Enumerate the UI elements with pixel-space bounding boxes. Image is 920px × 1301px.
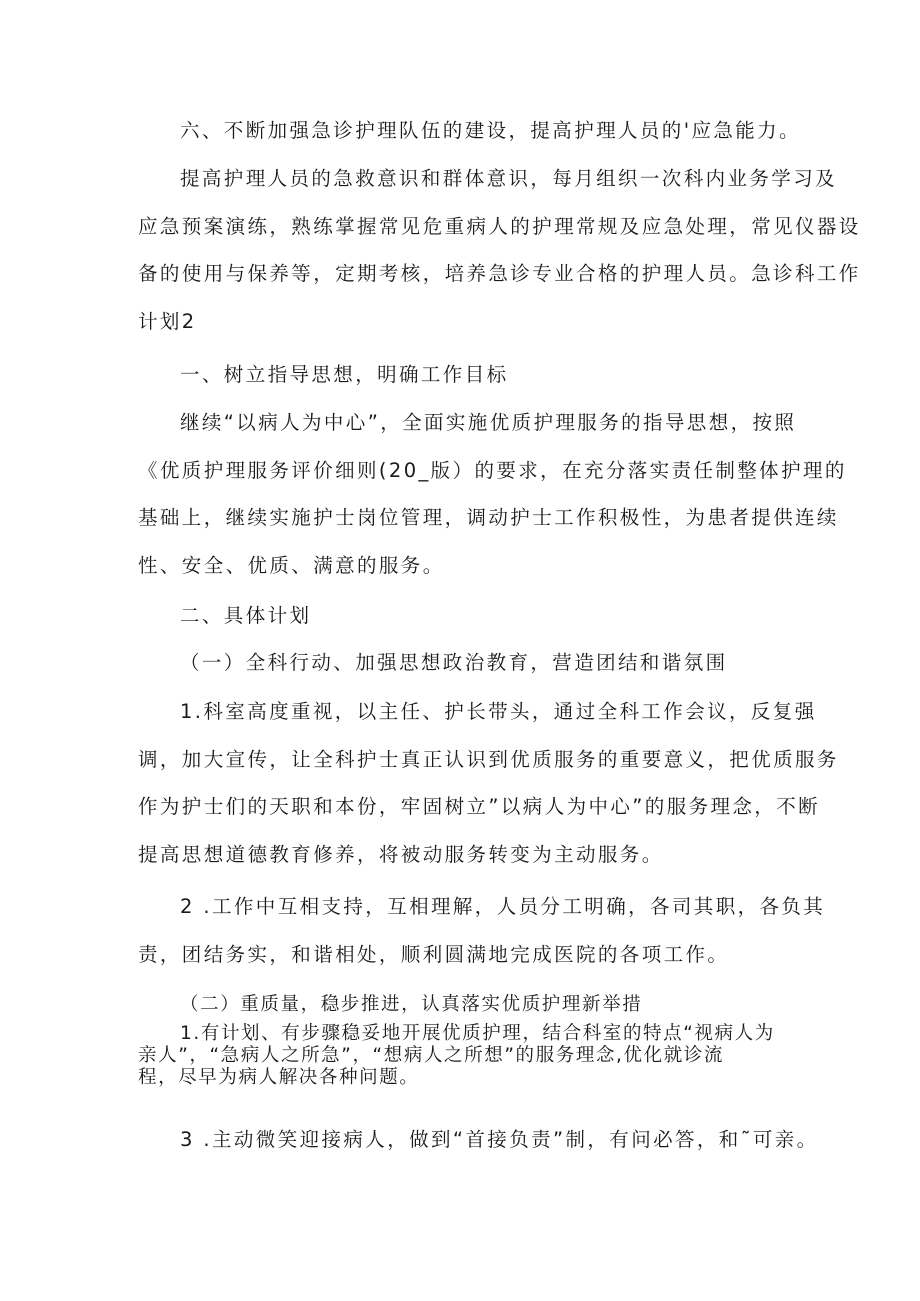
text-line: 计划2 bbox=[138, 309, 197, 333]
text-line: 责，团结务实，和谐相处，顺利圆满地完成医院的各项工作。 bbox=[138, 942, 730, 966]
text-line: 提高思想道德教育修养，将被动服务转变为主动服务。 bbox=[138, 842, 664, 866]
text-line: 作为护士们的天职和本份，牢固树立”以病人为中心”的服务理念，不断 bbox=[138, 795, 821, 818]
text-line: 亲人”，“急病人之所急”，“想病人之所想”的服务理念,优化就诊流 bbox=[138, 1045, 725, 1066]
body-paragraph bbox=[138, 688, 839, 878]
text-line: 一、树立指导思想，明确工作目标 bbox=[180, 363, 509, 386]
text-line: 六、不断加强急诊护理队伍的建设，提高护理人员的'应急能力。 bbox=[180, 119, 801, 142]
section-heading-6 bbox=[138, 107, 801, 155]
text-line: 备的使用与保养等，定期考核，培养急诊专业合格的护理人员。急诊科工作 bbox=[138, 262, 861, 285]
body-paragraph bbox=[138, 155, 861, 345]
text-line: 1.科室高度重视，以主任、护长带头，通过全科工作会议，反复强 bbox=[180, 700, 817, 723]
text-line: 《优质护理服务评价细则(20_版）的要求，在充分落实责任制整体护理的 bbox=[138, 458, 847, 482]
text-line: 2 .工作中互相支持，互相理解，人员分工明确，各司其职，各负其 bbox=[180, 895, 826, 918]
section-heading-2 bbox=[138, 592, 798, 640]
text-line: 调，加大宣传，让全科护士真正认识到优质服务的重要意义，把优质服务 bbox=[138, 747, 839, 771]
text-line: （一）全科行动、加强思想政治教育，营造团结和谐氛围 bbox=[180, 651, 728, 674]
section-heading-1 bbox=[138, 351, 798, 399]
text-line: 继续“以病人为中心”，全面实施优质护理服务的指导思想，按照 bbox=[180, 411, 797, 434]
text-line: （二）重质量，稳步推进，认真落实优质护理新举措 bbox=[180, 994, 643, 1015]
body-paragraph bbox=[138, 883, 826, 978]
text-line: 二、具体计划 bbox=[180, 604, 312, 627]
text-line: 基础上，继续实施护士岗位管理，调动护士工作积极性，为患者提供连续 bbox=[138, 506, 839, 529]
body-paragraph bbox=[138, 1023, 798, 1089]
subsection-heading-2 bbox=[138, 994, 798, 1016]
subsection-heading-1 bbox=[138, 639, 798, 687]
body-paragraph bbox=[138, 1116, 819, 1164]
text-line: 性、安全、优质、满意的服务。 bbox=[138, 553, 445, 577]
text-line: 提高护理人员的急救意识和群体意识，每月组织一次科内业务学习及 bbox=[180, 167, 838, 190]
text-line: 程，尽早为病人解决各种问题。 bbox=[138, 1067, 420, 1088]
text-line: 应急预案演练，熟练掌握常见危重病人的护理常规及应急处理，常见仪器设 bbox=[138, 214, 861, 238]
body-paragraph bbox=[138, 399, 847, 589]
text-line: 1.有计划、有步骤稳妥地开展优质护理，结合科室的特点“视病人为 bbox=[180, 1023, 775, 1044]
text-line: 3 .主动微笑迎接病人，做到“首接负责”制，有问必答，和˜可亲。 bbox=[180, 1128, 819, 1151]
